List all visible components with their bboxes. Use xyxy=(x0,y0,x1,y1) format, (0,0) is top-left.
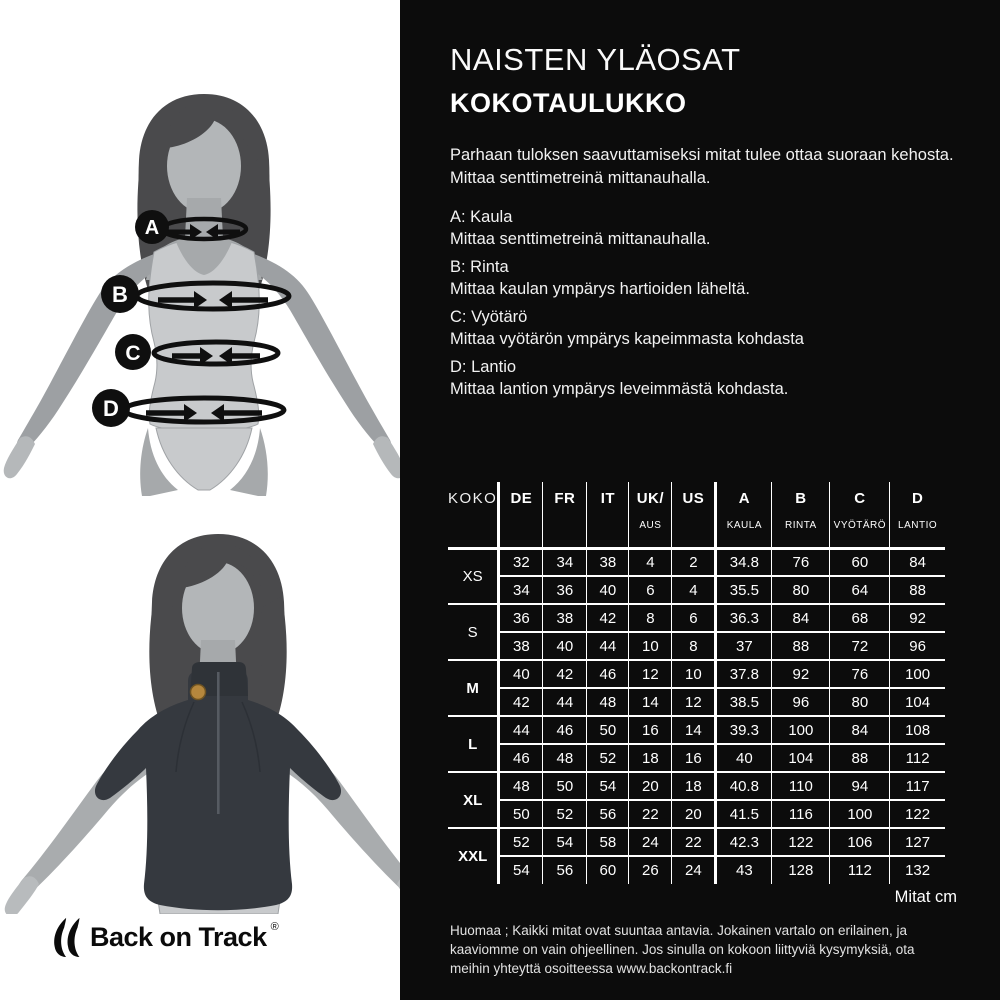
table-row xyxy=(448,632,945,660)
size-cell: 4 xyxy=(672,576,716,604)
badge-c xyxy=(115,334,151,370)
size-cell: 18 xyxy=(629,744,672,772)
size-cell: 80 xyxy=(830,688,890,716)
size-cell: 52 xyxy=(543,800,587,828)
size-cell: 48 xyxy=(587,688,629,716)
size-cell: 16 xyxy=(672,744,716,772)
size-cell: 72 xyxy=(830,632,890,660)
size-cell: 14 xyxy=(672,716,716,744)
col-header-a-kaula: A KAULA xyxy=(716,482,772,548)
size-cell: 88 xyxy=(772,632,830,660)
size-cell: 8 xyxy=(672,632,716,660)
size-cell: 42.3 xyxy=(716,828,772,856)
size-cell: 96 xyxy=(890,632,945,660)
svg-text:D: D xyxy=(103,396,119,421)
size-label-xs: XS xyxy=(448,548,499,604)
svg-text:C: C xyxy=(125,342,141,365)
col-header-de: DE xyxy=(499,482,543,548)
size-cell: 39.3 xyxy=(716,716,772,744)
col-header-us: US xyxy=(672,482,716,548)
illustration-panel xyxy=(0,0,400,1000)
size-cell: 4 xyxy=(629,548,672,576)
size-cell: 20 xyxy=(629,772,672,800)
measurement-label: B: Rinta xyxy=(450,258,509,276)
size-cell: 40.8 xyxy=(716,772,772,800)
measurement-section-a xyxy=(450,206,970,250)
col-header-it: IT xyxy=(587,482,629,548)
col-header-koko: KOKO xyxy=(448,482,499,548)
size-cell: 84 xyxy=(890,548,945,576)
table-row xyxy=(448,744,945,772)
size-cell: 64 xyxy=(830,576,890,604)
table-row xyxy=(448,576,945,604)
size-cell: 92 xyxy=(890,604,945,632)
svg-text:B: B xyxy=(112,282,128,307)
table-row xyxy=(448,548,945,576)
size-cell: 80 xyxy=(772,576,830,604)
size-cell: 40 xyxy=(543,632,587,660)
size-cell: 76 xyxy=(772,548,830,576)
size-cell: 18 xyxy=(672,772,716,800)
table-row xyxy=(448,660,945,688)
size-cell: 58 xyxy=(587,828,629,856)
measurement-label: D: Lantio xyxy=(450,358,517,376)
size-cell: 38 xyxy=(543,604,587,632)
size-chart-panel xyxy=(400,0,1000,1000)
col-header-b-rinta: B RINTA xyxy=(772,482,830,548)
col-header-c-vy-t-r: C VYÖTÄRÖ xyxy=(830,482,890,548)
table-row xyxy=(448,604,945,632)
size-cell: 116 xyxy=(772,800,830,828)
size-cell: 24 xyxy=(672,856,716,884)
size-cell: 108 xyxy=(890,716,945,744)
size-cell: 40 xyxy=(499,660,543,688)
measurement-section-d xyxy=(450,356,970,400)
size-cell: 88 xyxy=(830,744,890,772)
measurement-desc: Mittaa senttimetreinä mittanauhalla. xyxy=(450,230,711,248)
size-cell: 41.5 xyxy=(716,800,772,828)
size-cell: 56 xyxy=(543,856,587,884)
size-cell: 2 xyxy=(672,548,716,576)
size-cell: 54 xyxy=(587,772,629,800)
measurement-label: C: Vyötärö xyxy=(450,308,528,326)
size-cell: 36 xyxy=(543,576,587,604)
badge-d xyxy=(92,389,130,427)
collar-emblem xyxy=(191,685,206,700)
size-cell: 12 xyxy=(672,688,716,716)
size-cell: 96 xyxy=(772,688,830,716)
brand-logo-icon xyxy=(50,916,86,958)
table-row xyxy=(448,856,945,884)
size-cell: 6 xyxy=(672,604,716,632)
size-cell: 34 xyxy=(543,548,587,576)
size-cell: 100 xyxy=(830,800,890,828)
size-cell: 46 xyxy=(499,744,543,772)
size-cell: 34 xyxy=(499,576,543,604)
size-cell: 122 xyxy=(890,800,945,828)
size-label-xl: XL xyxy=(448,772,499,828)
size-cell: 104 xyxy=(772,744,830,772)
size-cell: 94 xyxy=(830,772,890,800)
size-label-s: S xyxy=(448,604,499,660)
size-cell: 50 xyxy=(587,716,629,744)
size-cell: 26 xyxy=(629,856,672,884)
size-cell: 106 xyxy=(830,828,890,856)
size-cell: 84 xyxy=(772,604,830,632)
size-cell: 54 xyxy=(543,828,587,856)
size-cell: 128 xyxy=(772,856,830,884)
size-cell: 110 xyxy=(772,772,830,800)
size-cell: 50 xyxy=(543,772,587,800)
size-cell: 38 xyxy=(499,632,543,660)
measurement-desc: Mittaa vyötärön ympärys kapeimmasta kohdasta xyxy=(450,330,804,348)
size-cell: 6 xyxy=(629,576,672,604)
size-cell: 42 xyxy=(543,660,587,688)
svg-text:A: A xyxy=(144,217,160,239)
size-cell: 60 xyxy=(830,548,890,576)
table-row xyxy=(448,800,945,828)
garment-figure-illustration xyxy=(0,522,400,914)
size-cell: 35.5 xyxy=(716,576,772,604)
size-cell: 84 xyxy=(830,716,890,744)
size-cell: 52 xyxy=(587,744,629,772)
measurement-desc: Mittaa kaulan ympärys hartioiden läheltä. xyxy=(450,280,750,298)
size-cell: 10 xyxy=(672,660,716,688)
measurement-figure-illustration xyxy=(0,84,400,496)
size-cell: 37.8 xyxy=(716,660,772,688)
size-cell: 8 xyxy=(629,604,672,632)
size-cell: 44 xyxy=(587,632,629,660)
size-cell: 44 xyxy=(543,688,587,716)
size-label-m: M xyxy=(448,660,499,716)
size-cell: 60 xyxy=(587,856,629,884)
col-header-d-lantio: D LANTIO xyxy=(890,482,945,548)
size-cell: 22 xyxy=(672,828,716,856)
intro-text: Parhaan tuloksen saavuttamiseksi mitat tulee ottaa suoraan kehosta. Mittaa senttimetreinä mittanauhalla. xyxy=(450,146,954,187)
size-cell: 36.3 xyxy=(716,604,772,632)
zipper xyxy=(217,672,220,814)
size-cell: 112 xyxy=(890,744,945,772)
size-cell: 68 xyxy=(830,604,890,632)
size-cell: 76 xyxy=(830,660,890,688)
brand-logo xyxy=(50,916,279,958)
size-cell: 50 xyxy=(499,800,543,828)
badge-b xyxy=(101,275,139,313)
size-cell: 42 xyxy=(587,604,629,632)
measurement-section-b xyxy=(450,256,970,300)
size-cell: 100 xyxy=(890,660,945,688)
size-cell: 56 xyxy=(587,800,629,828)
table-row xyxy=(448,772,945,800)
size-cell: 34.8 xyxy=(716,548,772,576)
size-cell: 20 xyxy=(672,800,716,828)
shirt-shape xyxy=(95,662,341,910)
brand-logo-text: Back on Track xyxy=(90,921,267,952)
briefs-shape xyxy=(156,428,252,490)
table-row xyxy=(448,828,945,856)
size-cell: 36 xyxy=(499,604,543,632)
size-cell: 100 xyxy=(772,716,830,744)
size-cell: 44 xyxy=(499,716,543,744)
size-cell: 112 xyxy=(830,856,890,884)
size-cell: 37 xyxy=(716,632,772,660)
size-cell: 92 xyxy=(772,660,830,688)
measurement-label: A: Kaula xyxy=(450,208,513,226)
size-cell: 40 xyxy=(587,576,629,604)
size-cell: 16 xyxy=(629,716,672,744)
size-cell: 52 xyxy=(499,828,543,856)
size-cell: 104 xyxy=(890,688,945,716)
size-cell: 46 xyxy=(543,716,587,744)
size-cell: 12 xyxy=(629,660,672,688)
size-cell: 10 xyxy=(629,632,672,660)
size-cell: 117 xyxy=(890,772,945,800)
size-cell: 32 xyxy=(499,548,543,576)
size-cell: 127 xyxy=(890,828,945,856)
units-note: Mitat cm xyxy=(894,888,957,906)
col-header-uk-aus: UK/ AUS xyxy=(629,482,672,548)
page-subtitle: KOKOTAULUKKO xyxy=(450,88,687,118)
size-cell: 88 xyxy=(890,576,945,604)
size-cell: 24 xyxy=(629,828,672,856)
disclaimer-text: Huomaa ; Kaikki mitat ovat suuntaa antavia. Jokainen vartalo on erilainen, ja kaaviomme on vain ohjeellinen. Jos sinulla on kokoon liittyviä kysymyksiä, ota meihin yhteyttä osoitteessa www.backontrack.fi xyxy=(450,923,915,976)
measurement-section-c xyxy=(450,306,970,350)
size-label-xxl: XXL xyxy=(448,828,499,884)
size-table xyxy=(448,482,945,884)
size-cell: 54 xyxy=(499,856,543,884)
registered-mark: ® xyxy=(270,921,279,933)
col-header-fr: FR xyxy=(543,482,587,548)
size-label-l: L xyxy=(448,716,499,772)
badge-a xyxy=(135,210,169,244)
size-cell: 42 xyxy=(499,688,543,716)
size-cell: 48 xyxy=(499,772,543,800)
size-cell: 22 xyxy=(629,800,672,828)
size-cell: 48 xyxy=(543,744,587,772)
size-cell: 14 xyxy=(629,688,672,716)
size-cell: 38.5 xyxy=(716,688,772,716)
table-row xyxy=(448,716,945,744)
size-cell: 43 xyxy=(716,856,772,884)
size-cell: 122 xyxy=(772,828,830,856)
size-cell: 38 xyxy=(587,548,629,576)
size-cell: 132 xyxy=(890,856,945,884)
size-cell: 40 xyxy=(716,744,772,772)
size-cell: 46 xyxy=(587,660,629,688)
measurement-desc: Mittaa lantion ympärys leveimmästä kohdasta. xyxy=(450,380,789,398)
table-row xyxy=(448,688,945,716)
page-title: NAISTEN YLÄOSAT xyxy=(450,42,741,77)
